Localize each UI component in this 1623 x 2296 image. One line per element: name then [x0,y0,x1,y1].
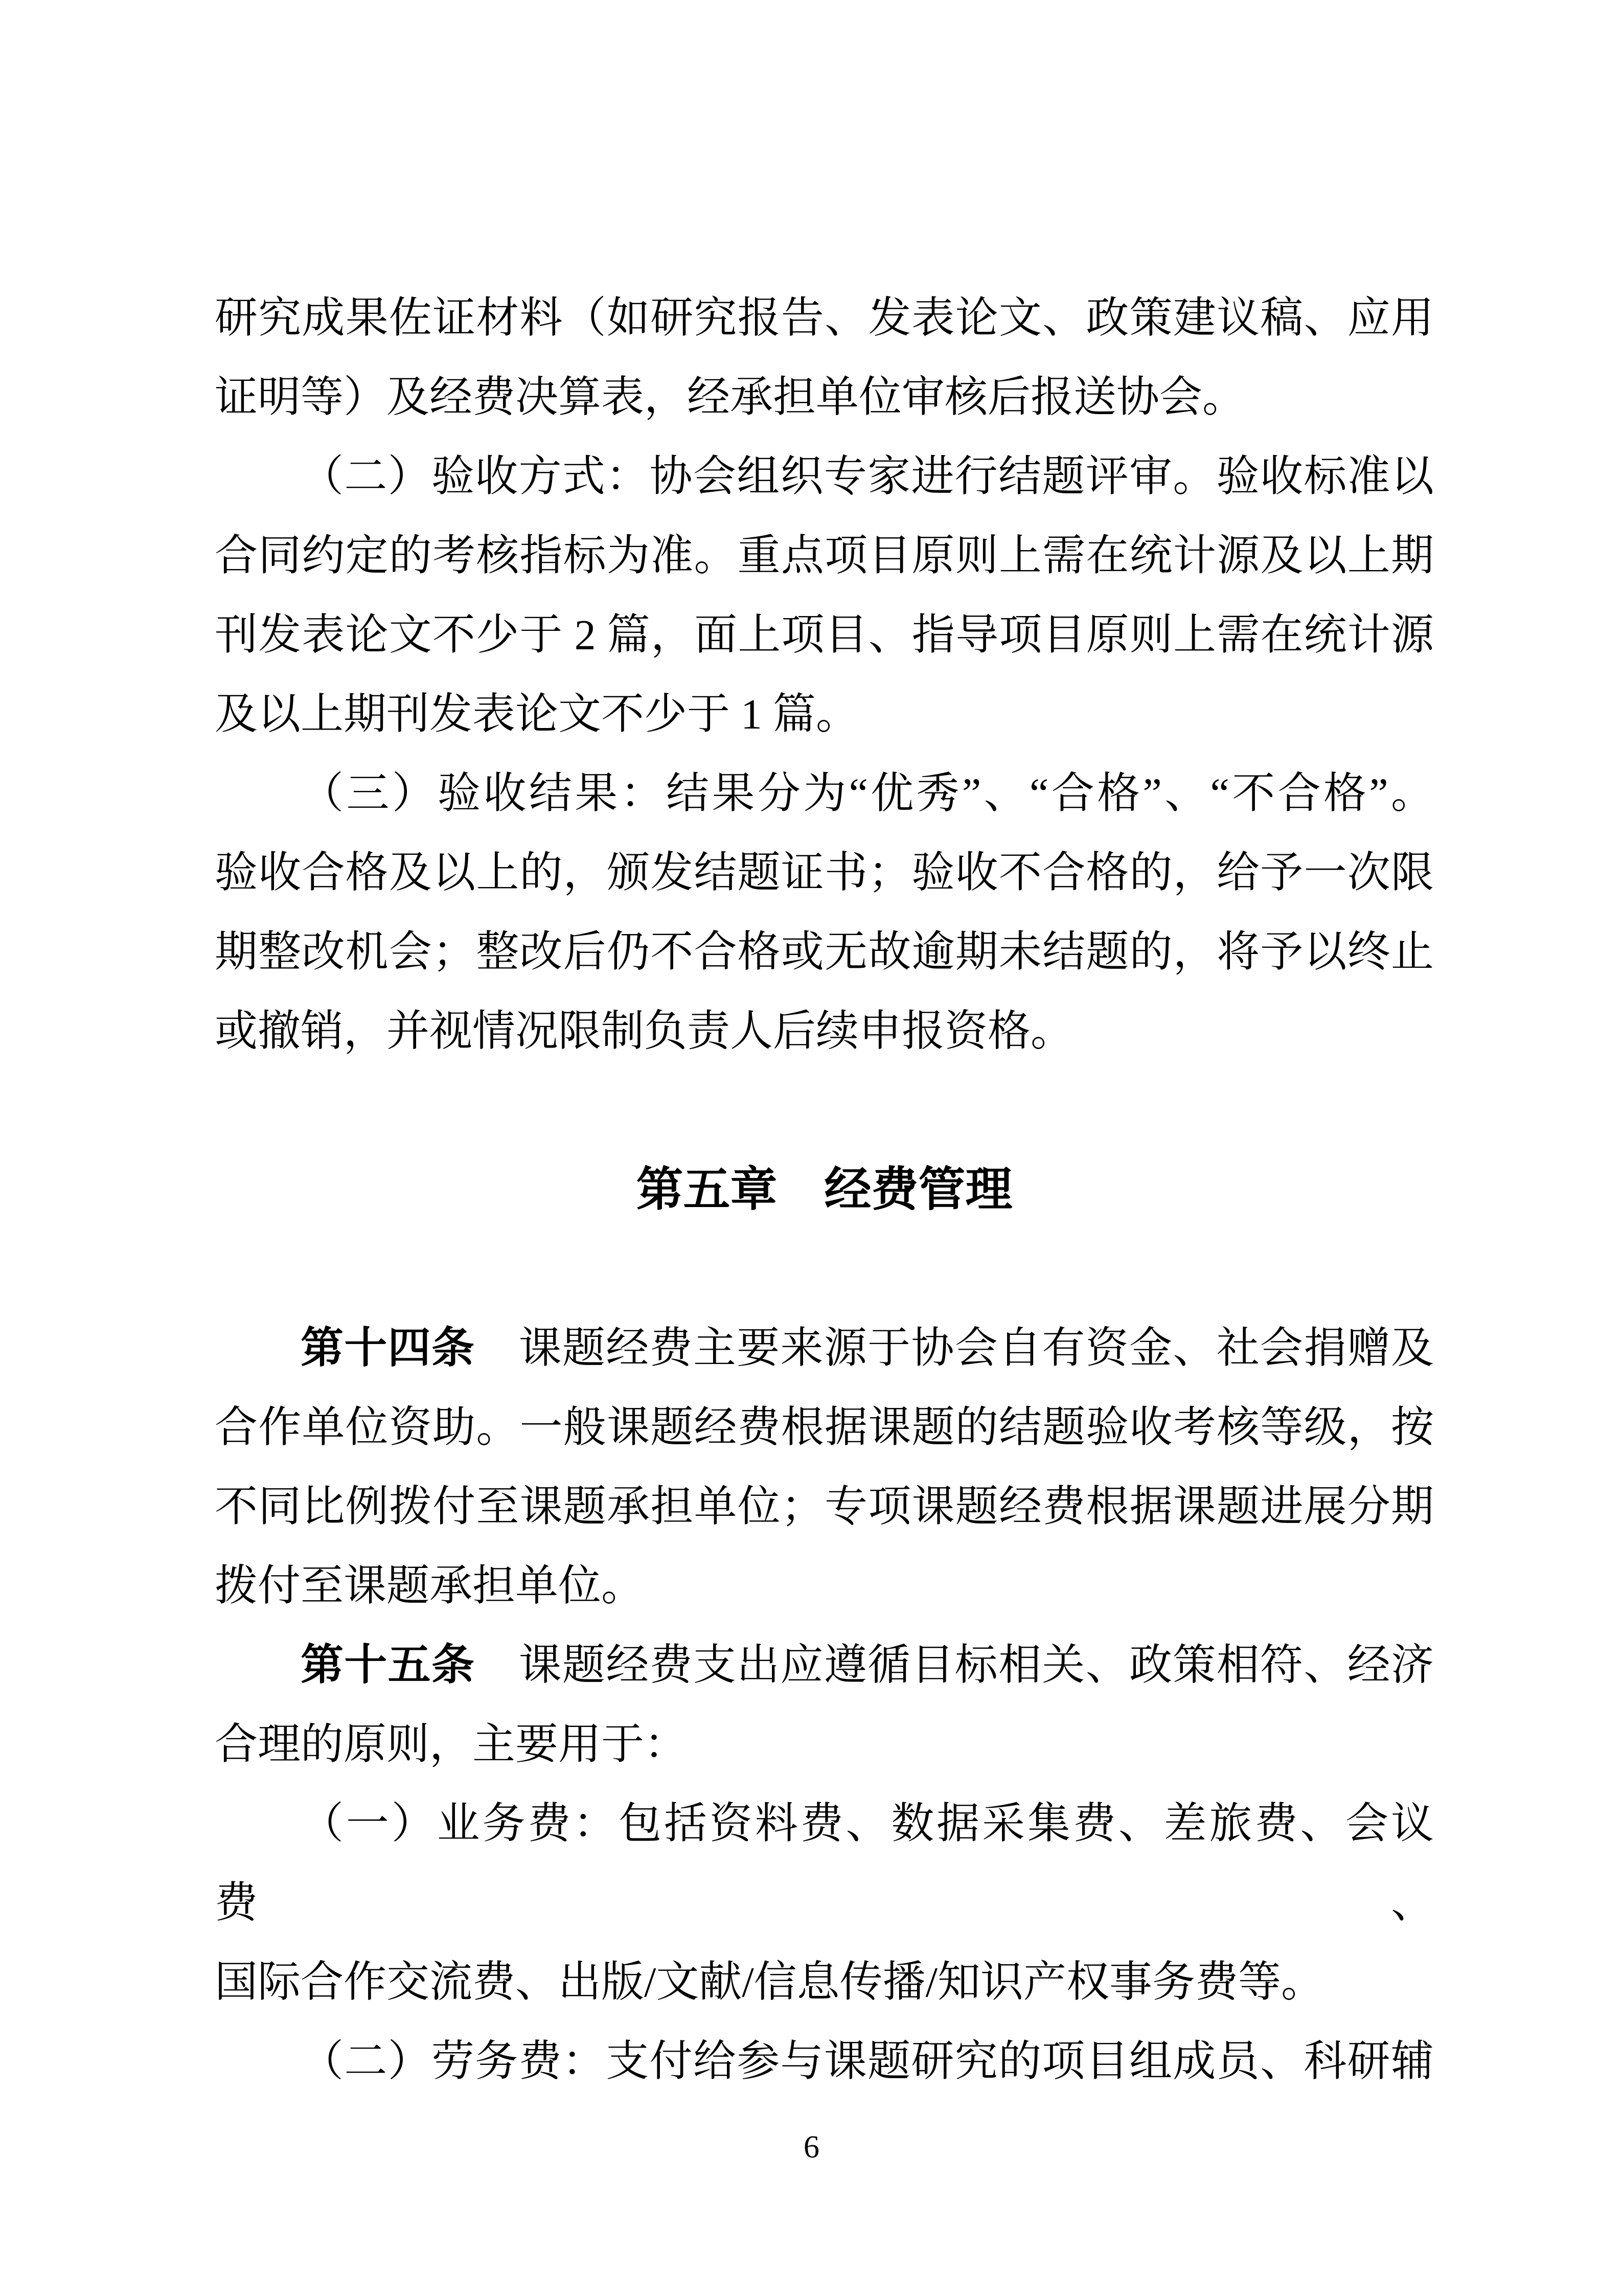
text-line [215,1309,1434,1388]
article-number: 第十四条 [301,1325,475,1372]
document-body [215,279,1434,2101]
text-line: 刊发表论文不少于 2 篇，面上项目、指导项目原则上需在统计源 [215,611,1434,659]
text-line: 研究成果佐证材料（如研究报告、发表论文、政策建议稿、应用 [215,294,1434,342]
text-line: 验收合格及以上的，颁发结题证书；验收不合格的，给予一次限 [215,849,1434,897]
text-line: 国际合作交流费、出版/文献/信息传播/知识产权事务费等。 [215,1959,1324,2006]
text-line: 不同比例拨付至课题承担单位；专项课题经费根据课题进展分期 [215,1483,1434,1531]
text-line: 合作单位资助。一般课题经费根据课题的结题验收考核等级，按 [215,1404,1434,1451]
chapter-heading: 第五章 经费管理 [636,1164,1013,1216]
text-line: 或撤销，并视情况限制负责人后续申报资格。 [215,1008,1074,1055]
text-line: 证明等）及经费决算表，经承担单位审核后报送协会。 [215,374,1246,421]
text-line: （二）验收方式：协会组织专家进行结题评审。验收标准以 [301,453,1434,501]
text-line: 及以上期刊发表论文不少于 1 篇。 [215,691,859,738]
article-text: 课题经费支出应遵循目标相关、政策相符、经济 [475,1642,1434,1689]
text-line: （二）劳务费：支付给参与课题研究的项目组成员、科研辅 [301,2038,1434,2085]
article-number: 第十五条 [301,1642,475,1689]
text-line: 合同约定的考核指标为准。重点项目原则上需在统计源及以上期 [215,532,1434,580]
text-line [215,1626,1434,1705]
text-line: 合理的原则，主要用于： [215,1721,688,1768]
page-number: 6 [804,2130,819,2165]
article-text: 课题经费主要来源于协会自有资金、社会捐赠及 [475,1325,1434,1372]
text-line: 期整改机会；整改后仍不合格或无故逾期未结题的，将予以终止 [215,928,1434,976]
text-line: （一）业务费：包括资料费、数据采集费、差旅费、会议费、 [215,1800,1434,1927]
text-line: 拨付至课题承担单位。 [215,1562,645,1610]
text-line: （三）验收结果：结果分为“优秀”、“合格”、“不合格”。 [301,770,1434,817]
